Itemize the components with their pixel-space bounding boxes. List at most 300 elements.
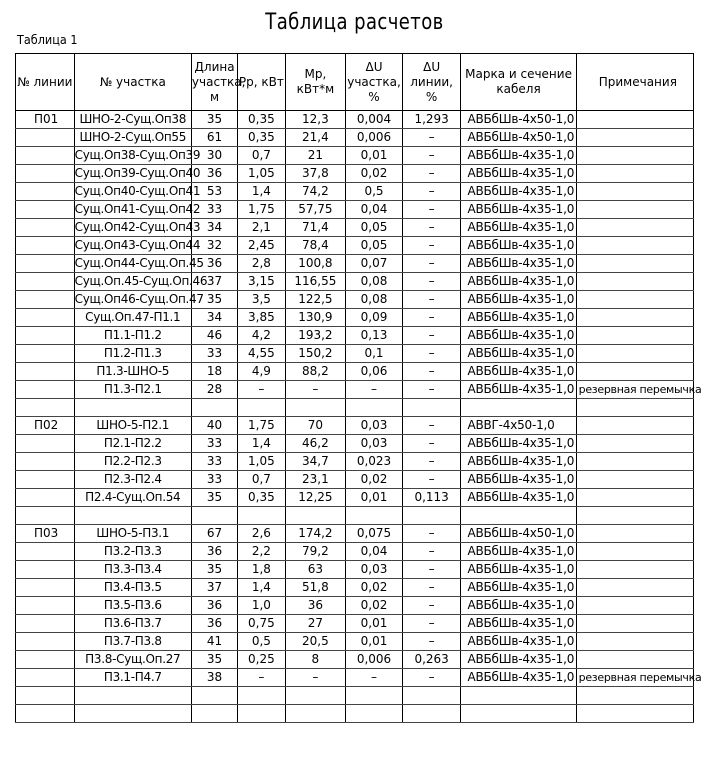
cell-length: 67 [191,525,237,543]
cell-note [576,471,693,489]
cell-du-section: – [346,669,403,687]
table-row [16,633,694,651]
header-pp: Рр, кВт [238,54,285,111]
table-row [16,381,694,399]
table-row [16,489,694,507]
cell-du-section: 0,006 [346,129,403,147]
cell-mp: 23,1 [285,471,346,489]
cell-pp [238,507,285,525]
cell-du-line: – [402,255,461,273]
header-section: № участка [74,54,191,111]
cell-note [576,453,693,471]
cell-pp: 0,5 [238,633,285,651]
table-row [16,237,694,255]
cell-section: ШНО-5-П2.1 [74,417,191,435]
cell-du-line: – [402,147,461,165]
table-row [16,669,694,687]
cell-pp: 3,85 [238,309,285,327]
cell-du-line: – [402,129,461,147]
cell-du-section: 0,004 [346,111,403,129]
cell-du-section [346,507,403,525]
table-row [16,543,694,561]
table-row [16,687,694,705]
cell-cable [461,687,576,705]
cell-du-section: 0,02 [346,471,403,489]
header-du-section: ΔU участка, % [346,54,403,111]
cell-line [16,651,75,669]
cell-note [576,129,693,147]
cell-pp: 1,75 [238,201,285,219]
cell-line [16,633,75,651]
cell-mp: 78,4 [285,237,346,255]
cell-du-section: 0,01 [346,489,403,507]
cell-section [74,507,191,525]
cell-note [576,183,693,201]
cell-section: ШНО-5-П3.1 [74,525,191,543]
table-row [16,291,694,309]
cell-pp: 0,7 [238,147,285,165]
table-row [16,255,694,273]
cell-line [16,705,75,723]
cell-cable: АВБбШв-4х35-1,0 [461,273,576,291]
cell-line [16,597,75,615]
cell-length: 36 [191,597,237,615]
cell-section: П2.2-П2.3 [74,453,191,471]
cell-pp: 0,25 [238,651,285,669]
cell-pp: 0,35 [238,111,285,129]
cell-mp: 122,5 [285,291,346,309]
table-row [16,165,694,183]
table-row [16,201,694,219]
cell-section: Сущ.Оп.45-Сущ.Оп.46 [74,273,191,291]
table-row [16,453,694,471]
calculation-table [15,53,702,723]
cell-du-line: – [402,417,461,435]
table-row [16,525,694,543]
cell-section: Сущ.Оп43-Сущ.Оп44 [74,237,191,255]
cell-mp: 12,25 [285,489,346,507]
cell-du-line [402,399,461,417]
cell-du-section: 0,08 [346,291,403,309]
cell-length: 41 [191,633,237,651]
cell-note [576,399,693,417]
cell-length: 33 [191,471,237,489]
cell-du-line: – [402,435,461,453]
cell-cable: АВВГ-4х50-1,0 [461,417,576,435]
cell-mp: 74,2 [285,183,346,201]
cell-length: 30 [191,147,237,165]
cell-du-line: – [402,669,461,687]
cell-length: 37 [191,579,237,597]
cell-mp: 37,8 [285,165,346,183]
cell-du-line: – [402,183,461,201]
cell-length: 34 [191,219,237,237]
cell-du-section: 0,05 [346,219,403,237]
table-row [16,345,694,363]
cell-mp: 21,4 [285,129,346,147]
cell-du-section: 0,075 [346,525,403,543]
cell-du-section: 0,06 [346,363,403,381]
cell-length: 34 [191,309,237,327]
cell-length: 40 [191,417,237,435]
cell-length: 38 [191,669,237,687]
table-row [16,327,694,345]
cell-pp: 1,4 [238,579,285,597]
cell-note [576,525,693,543]
cell-du-line: – [402,597,461,615]
cell-du-section: 0,03 [346,561,403,579]
cell-note [576,543,693,561]
cell-pp: 0,75 [238,615,285,633]
cell-du-line: – [402,633,461,651]
table-row [16,309,694,327]
cell-length: 35 [191,489,237,507]
cell-mp: 174,2 [285,525,346,543]
cell-line [16,165,75,183]
cell-cable [461,507,576,525]
table-row [16,579,694,597]
cell-du-line: – [402,165,461,183]
table-row [16,183,694,201]
cell-note [576,273,693,291]
cell-pp [238,705,285,723]
cell-cable: АВБбШв-4х35-1,0 [461,669,576,687]
cell-length: 53 [191,183,237,201]
cell-cable [461,705,576,723]
cell-mp: 116,55 [285,273,346,291]
cell-section: П3.4-П3.5 [74,579,191,597]
cell-du-line: – [402,363,461,381]
cell-line [16,453,75,471]
cell-length: 46 [191,327,237,345]
cell-cable: АВБбШв-4х35-1,0 [461,579,576,597]
cell-line [16,291,75,309]
table-row [16,651,694,669]
cell-mp: – [285,669,346,687]
cell-line [16,219,75,237]
cell-note [576,489,693,507]
header-du-line: ΔU линии, % [402,54,461,111]
cell-note [576,651,693,669]
cell-du-section: 0,01 [346,147,403,165]
cell-cable: АВБбШв-4х35-1,0 [461,651,576,669]
cell-note [576,219,693,237]
cell-cable: АВБбШв-4х35-1,0 [461,381,576,399]
cell-du-section: 0,5 [346,183,403,201]
cell-du-section: 0,1 [346,345,403,363]
header-note: Примечания [576,54,693,111]
cell-pp: 4,2 [238,327,285,345]
cell-length: 18 [191,363,237,381]
table-row [16,363,694,381]
cell-du-section: 0,08 [346,273,403,291]
cell-du-section: 0,01 [346,615,403,633]
cell-mp [285,705,346,723]
table-row [16,507,694,525]
cell-cable: АВБбШв-4х35-1,0 [461,345,576,363]
cell-pp: 3,5 [238,291,285,309]
header-cable: Марка и сечение кабеля [461,54,576,111]
cell-du-section: 0,04 [346,201,403,219]
cell-pp [238,399,285,417]
cell-length: 28 [191,381,237,399]
page-title: Таблица расчетов [265,10,444,35]
cell-cable: АВБбШв-4х35-1,0 [461,615,576,633]
cell-mp: 100,8 [285,255,346,273]
cell-section: Сущ.Оп42-Сущ.Оп43 [74,219,191,237]
cell-cable: АВБбШв-4х35-1,0 [461,291,576,309]
cell-du-section: 0,07 [346,255,403,273]
cell-line [16,363,75,381]
cell-section: П1.1-П1.2 [74,327,191,345]
cell-note [576,327,693,345]
cell-note [576,705,693,723]
cell-note: резервная перемычка [576,381,693,399]
cell-section: П1.2-П1.3 [74,345,191,363]
header-length: Длина участка, м [191,54,237,111]
cell-pp: 1,8 [238,561,285,579]
cell-du-line: – [402,471,461,489]
cell-mp: 27 [285,615,346,633]
cell-mp: 12,3 [285,111,346,129]
cell-note: резервная перемычка [576,669,693,687]
cell-length: 36 [191,255,237,273]
cell-du-line: – [402,237,461,255]
cell-section: П3.2-П3.3 [74,543,191,561]
cell-length [191,507,237,525]
cell-du-line: – [402,525,461,543]
cell-length: 32 [191,237,237,255]
cell-du-section: 0,006 [346,651,403,669]
cell-du-line: – [402,201,461,219]
cell-du-line: – [402,309,461,327]
cell-section: Сущ.Оп41-Сущ.Оп42 [74,201,191,219]
cell-section: ШНО-2-Сущ.Оп38 [74,111,191,129]
cell-length: 35 [191,561,237,579]
cell-section: ШНО-2-Сущ.Оп55 [74,129,191,147]
cell-length: 37 [191,273,237,291]
cell-length: 36 [191,543,237,561]
cell-note [576,147,693,165]
table-row [16,597,694,615]
cell-cable: АВБбШв-4х35-1,0 [461,165,576,183]
cell-cable: АВБбШв-4х35-1,0 [461,597,576,615]
cell-mp: 57,75 [285,201,346,219]
cell-du-section: 0,04 [346,543,403,561]
table-row [16,129,694,147]
cell-pp: 0,35 [238,129,285,147]
cell-cable [461,399,576,417]
cell-length: 35 [191,111,237,129]
cell-pp: 3,15 [238,273,285,291]
cell-mp: 193,2 [285,327,346,345]
cell-line [16,237,75,255]
cell-note [576,633,693,651]
cell-pp: – [238,381,285,399]
cell-du-line: – [402,291,461,309]
cell-length: 33 [191,345,237,363]
cell-section: П1.3-ШНО-5 [74,363,191,381]
cell-mp: 63 [285,561,346,579]
cell-du-section: 0,02 [346,597,403,615]
cell-cable: АВБбШв-4х35-1,0 [461,219,576,237]
cell-line [16,435,75,453]
cell-note [576,687,693,705]
cell-note [576,309,693,327]
cell-length: 35 [191,291,237,309]
cell-pp: 4,55 [238,345,285,363]
cell-cable: АВБбШв-4х35-1,0 [461,201,576,219]
table-caption: Таблица 1 [17,32,78,47]
cell-pp: 0,7 [238,471,285,489]
cell-mp: 130,9 [285,309,346,327]
cell-section: П3.1-П4.7 [74,669,191,687]
cell-line [16,471,75,489]
cell-line [16,489,75,507]
cell-line [16,615,75,633]
cell-cable: АВБбШв-4х50-1,0 [461,111,576,129]
cell-note [576,201,693,219]
cell-du-section [346,399,403,417]
cell-line [16,543,75,561]
cell-line: П02 [16,417,75,435]
cell-line [16,687,75,705]
cell-line [16,669,75,687]
cell-du-line: 0,263 [402,651,461,669]
cell-note [576,165,693,183]
cell-line [16,183,75,201]
cell-cable: АВБбШв-4х35-1,0 [461,453,576,471]
header-mp: Мр, кВт*м [285,54,346,111]
header-row [16,54,694,111]
cell-section: П3.6-П3.7 [74,615,191,633]
cell-cable: АВБбШв-4х35-1,0 [461,435,576,453]
table-row [16,435,694,453]
cell-section: П2.1-П2.2 [74,435,191,453]
cell-section [74,705,191,723]
cell-note [576,417,693,435]
cell-pp: 1,4 [238,183,285,201]
table-row [16,219,694,237]
cell-length [191,705,237,723]
cell-length: 36 [191,165,237,183]
cell-du-section: 0,01 [346,633,403,651]
cell-pp: 1,05 [238,453,285,471]
cell-pp: 2,45 [238,237,285,255]
cell-line [16,507,75,525]
cell-du-line: – [402,561,461,579]
cell-cable: АВБбШв-4х35-1,0 [461,543,576,561]
header-line: № линии [16,54,75,111]
cell-cable: АВБбШв-4х35-1,0 [461,309,576,327]
cell-line [16,255,75,273]
cell-du-line: – [402,453,461,471]
table-row [16,471,694,489]
cell-section: П3.3-П3.4 [74,561,191,579]
cell-section: Сущ.Оп38-Сущ.Оп39 [74,147,191,165]
cell-du-section: 0,09 [346,309,403,327]
cell-pp: 1,4 [238,435,285,453]
cell-du-line: – [402,327,461,345]
cell-note [576,615,693,633]
cell-section: П3.7-П3.8 [74,633,191,651]
cell-cable: АВБбШв-4х35-1,0 [461,183,576,201]
cell-pp: 4,9 [238,363,285,381]
table-row [16,147,694,165]
cell-pp: 1,05 [238,165,285,183]
cell-line [16,345,75,363]
cell-section [74,687,191,705]
cell-length: 35 [191,651,237,669]
cell-section: П3.5-П3.6 [74,597,191,615]
cell-line [16,579,75,597]
cell-line [16,399,75,417]
cell-note [576,255,693,273]
cell-line: П03 [16,525,75,543]
cell-line [16,327,75,345]
table-row [16,111,694,129]
cell-mp [285,399,346,417]
cell-section: П2.3-П2.4 [74,471,191,489]
cell-line [16,273,75,291]
cell-cable: АВБбШв-4х35-1,0 [461,237,576,255]
cell-mp: 150,2 [285,345,346,363]
cell-line [16,129,75,147]
cell-length: 33 [191,435,237,453]
cell-mp: 79,2 [285,543,346,561]
cell-mp: 34,7 [285,453,346,471]
cell-mp: – [285,381,346,399]
cell-pp: 1,75 [238,417,285,435]
cell-note [576,597,693,615]
cell-du-section: 0,02 [346,165,403,183]
cell-length: 61 [191,129,237,147]
cell-du-section: 0,05 [346,237,403,255]
cell-du-line: – [402,543,461,561]
cell-cable: АВБбШв-4х35-1,0 [461,633,576,651]
cell-du-section: – [346,381,403,399]
cell-pp: 1,0 [238,597,285,615]
cell-cable: АВБбШв-4х50-1,0 [461,525,576,543]
cell-note [576,561,693,579]
cell-pp: 0,35 [238,489,285,507]
cell-note [576,111,693,129]
table-row [16,273,694,291]
table-row [16,705,694,723]
cell-pp: 2,2 [238,543,285,561]
cell-section: Сущ.Оп44-Сущ.Оп.45 [74,255,191,273]
table-row [16,417,694,435]
cell-line [16,147,75,165]
cell-pp: 2,8 [238,255,285,273]
cell-du-line: – [402,615,461,633]
cell-mp: 88,2 [285,363,346,381]
cell-mp [285,507,346,525]
table-row [16,615,694,633]
cell-mp: 70 [285,417,346,435]
cell-du-line [402,687,461,705]
cell-section: Сущ.Оп40-Сущ.Оп41 [74,183,191,201]
table-row [16,399,694,417]
cell-line [16,561,75,579]
cell-pp: 2,6 [238,525,285,543]
cell-du-section: 0,13 [346,327,403,345]
cell-note [576,345,693,363]
cell-section: П2.4-Сущ.Оп.54 [74,489,191,507]
cell-pp: – [238,669,285,687]
cell-note [576,435,693,453]
cell-pp: 2,1 [238,219,285,237]
